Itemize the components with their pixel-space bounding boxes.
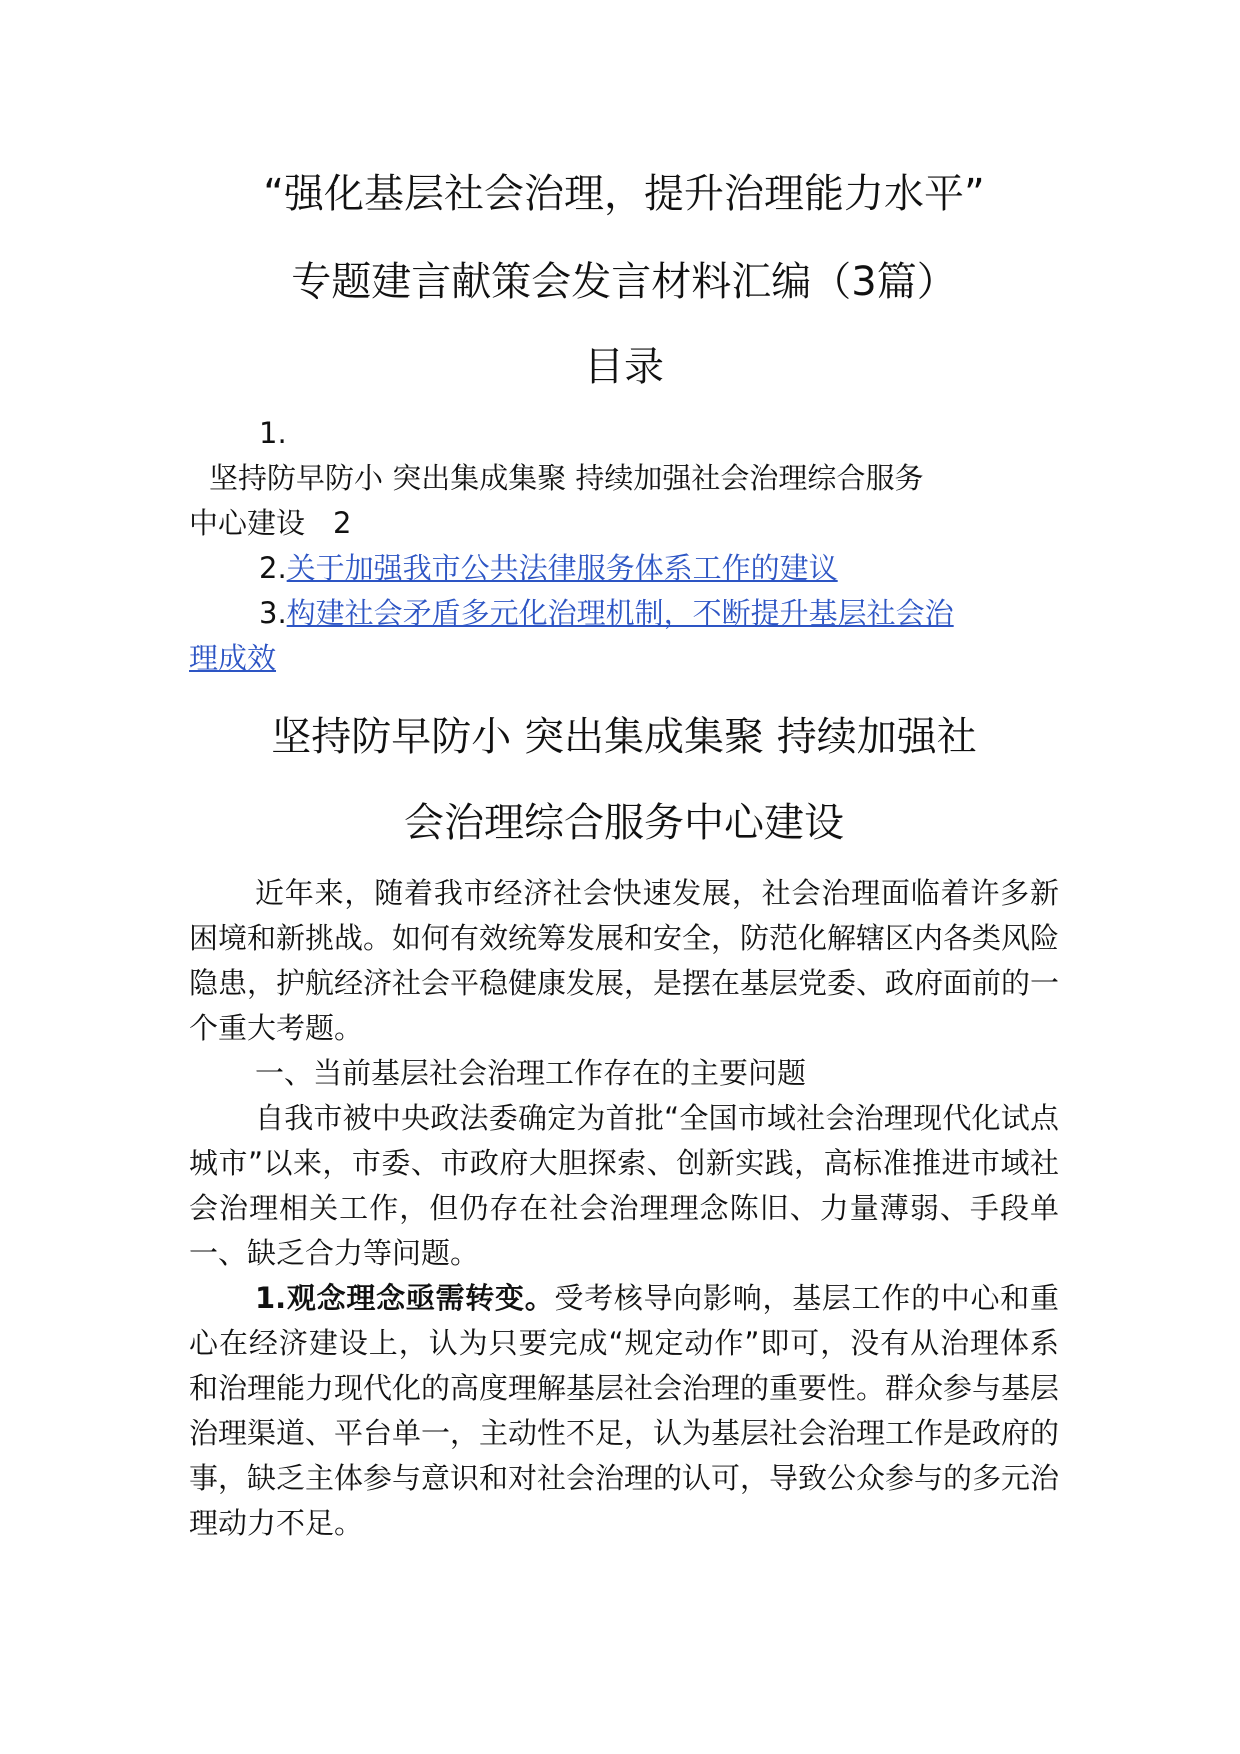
toc-item-1-text-line-1[interactable]: 坚持防早防小 突出集成集聚 持续加强社会治理综合服务: [209, 461, 924, 495]
paragraph-point-1-text: 受考核导向影响，基层工作的中心和重心在经济建设上，认为只要完成“规定动作”即可，没有从治理体系和治理能力现代化的高度理解基层社会治理的重要性。群众参与基层治理渠道、平台单一，主动性不足，认为基层社会治理工作是政府的事，缺乏主体参与意识和对社会治理的认可，导致公众参与的多元治理动力不足。: [189, 1281, 1060, 1540]
toc-item-2: [189, 546, 1059, 591]
paragraph-heading-problems: 一、当前基层社会治理工作存在的主要问题: [255, 1056, 807, 1090]
toc-item-1-number: 1.: [259, 416, 287, 450]
toc-item-3-number: 3.: [259, 596, 287, 630]
toc-item-1-text-tail[interactable]: 中心建设: [189, 506, 306, 540]
toc-item-3-line-2: [189, 636, 1059, 681]
paragraph-point-1: [189, 1276, 1059, 1546]
section-body: [189, 871, 1059, 1546]
toc-heading: 目录: [584, 344, 664, 390]
toc-item-3-link-line-2[interactable]: 理成效: [189, 641, 277, 675]
table-of-contents: [189, 411, 1059, 681]
paragraph-intro: 近年来，随着我市经济社会快速发展，社会治理面临着许多新困境和新挑战。如何有效统筹发展和安全，防范化解辖区内各类风险隐患，护航经济社会平稳健康发展，是摆在基层党委、政府面前的一个重大考题。: [189, 876, 1060, 1045]
toc-item-3-link-line-1[interactable]: 构建社会矛盾多元化治理机制，不断提升基层社会治: [286, 596, 954, 630]
section-title-line-2: 会治理综合服务中心建设: [404, 800, 844, 846]
toc-item-3: [189, 591, 1059, 636]
section-title-line-1: 坚持防早防小 突出集成集聚 持续加强社: [271, 714, 977, 760]
paragraph-background: 自我市被中央政法委确定为首批“全国市域社会治理现代化试点城市”以来，市委、市政府大胆探索、创新实践，高标准推进市域社会治理相关工作，但仍存在社会治理理念陈旧、力量薄弱、手段单一、缺乏合力等问题。: [189, 1101, 1059, 1270]
document-page: [189, 170, 1059, 1546]
document-title-line-1: “强化基层社会治理，提升治理能力水平”: [263, 171, 985, 217]
toc-item-1-page-number: 2: [333, 506, 352, 540]
toc-item-1-text-line-2[interactable]: [189, 501, 1059, 546]
document-title-line-2: 专题建言献策会发言材料汇编（3篇）: [291, 259, 957, 305]
paragraph-point-1-lead: 1.观念理念亟需转变。: [255, 1281, 555, 1315]
toc-item-2-number: 2.: [259, 551, 287, 585]
toc-item-2-link[interactable]: 关于加强我市公共法律服务体系工作的建议: [286, 551, 838, 585]
